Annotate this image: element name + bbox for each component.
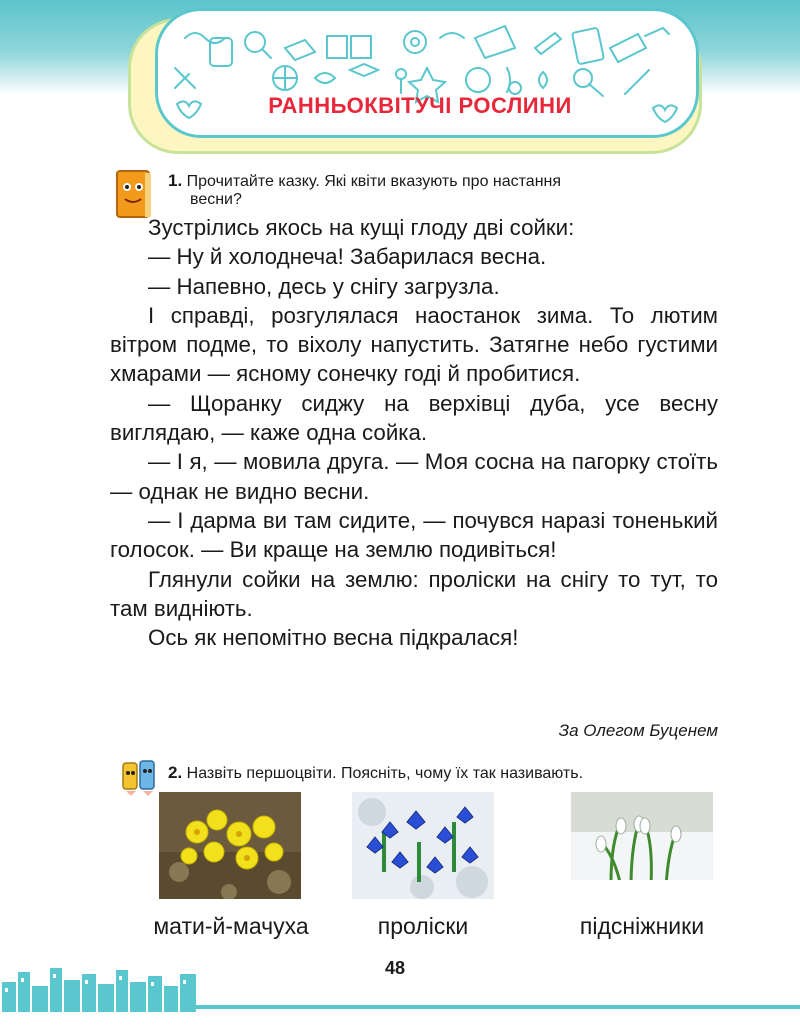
story-paragraph: — Щоранку сиджу на верхівці дуба, усе весну виглядаю, — каже одна сойка. — [110, 390, 718, 446]
story-paragraph: Глянули сойки на землю: проліски на снігу то тут, то там видніють. — [110, 566, 718, 621]
story-paragraph: — Напевно, десь у снігу загрузла. — [148, 273, 500, 299]
task-number: 1. — [168, 171, 183, 190]
scilla-photo — [352, 792, 494, 899]
page-number: 48 — [385, 958, 406, 978]
task-text-line2: весни? — [190, 191, 242, 208]
city-skyline-icon — [0, 952, 200, 1012]
story-author: За Олегом Буценем — [558, 721, 718, 740]
flower-caption: підсніжники — [579, 913, 705, 939]
page-title: РАННЬОКВІТУЧІ РОСЛИНИ — [268, 93, 572, 118]
task-1-continued — [190, 190, 242, 210]
story-paragraph: — Ну й холоднеча! Забарилася весна. — [148, 244, 547, 270]
task-text: Назвіть першоцвіти. Поясніть, чому їх так називають. — [186, 765, 584, 782]
coltsfoot-photo — [159, 792, 301, 899]
story-paragraph: Ось як непомітно весна підкралася! — [148, 625, 519, 651]
story-paragraph: І справді, розгулялася наостанок зима. То лютим вітром подме, то віхолу напустить. Затягне небо густими хмарами — ясному сонечку годі й пробитися. — [110, 302, 718, 387]
task-number: 2. — [168, 763, 183, 782]
snowdrop-photo — [571, 792, 713, 899]
task-text-line1: Прочитайте казку. Які квіти вказують про настання — [186, 173, 562, 190]
story-paragraph: — І я, — мовила друга. — Моя сосна на пагорку стоїть — однак не видно весни. — [110, 449, 718, 504]
story-paragraph: Зустрілись якось на кущі глоду дві сойки: — [148, 215, 575, 240]
flower-caption: проліски — [377, 913, 469, 939]
pencils-mascot-icon — [120, 757, 160, 797]
story-text — [110, 213, 718, 652]
footer-divider — [196, 1005, 800, 1009]
task-2 — [168, 763, 583, 784]
task-1 — [168, 171, 561, 192]
flower-caption: мати-й-мачуха — [153, 913, 309, 939]
story-paragraph: — І дарма ви там сидите, — почувся наразі тоненький голосок. — Ви краще на землю подивіться! — [110, 507, 718, 563]
